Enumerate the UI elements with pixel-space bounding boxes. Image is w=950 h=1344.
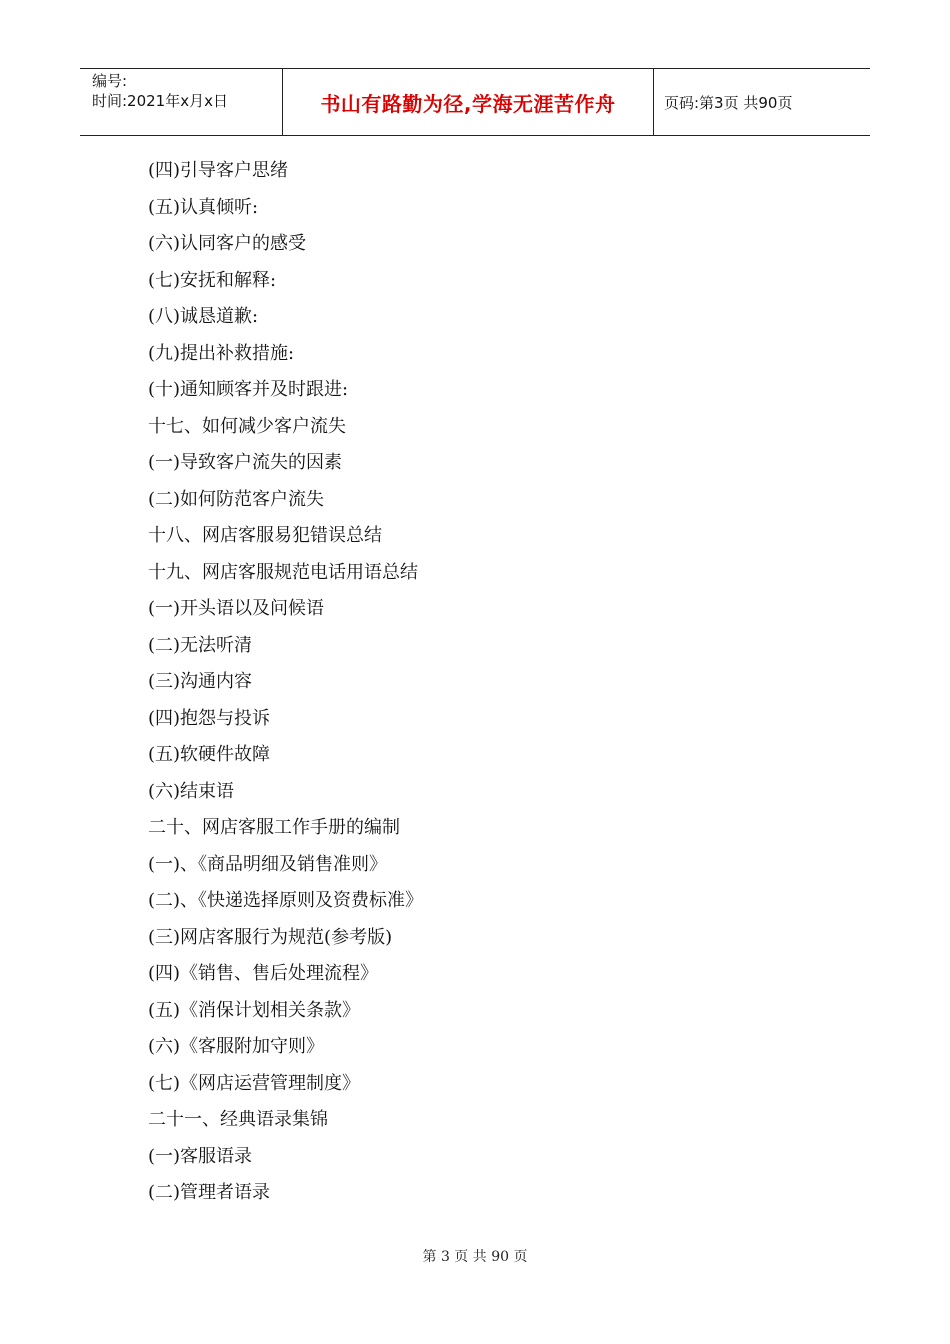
- page-header: [80, 68, 870, 136]
- toc-item: (十)通知顾客并及时跟进:: [148, 379, 349, 400]
- toc-item: 十八、网店客服易犯错误总结: [148, 525, 382, 546]
- toc-item: (六)结束语: [148, 780, 235, 802]
- toc-item: (四)《销售、售后处理流程》: [148, 963, 379, 984]
- document-number-label: 编号:: [92, 72, 128, 90]
- toc-item: (四)引导客户思绪: [148, 160, 289, 181]
- toc-item: (五)软硬件故障: [148, 744, 271, 765]
- page-footer: 第 3 页 共 90 页: [422, 1249, 528, 1265]
- toc-item: 十九、网店客服规范电话用语总结: [148, 561, 418, 583]
- toc-item: (一)开头语以及问候语: [148, 598, 325, 619]
- toc-item: (八)诚恳道歉:: [148, 306, 259, 327]
- toc-item: (五)《消保计划相关条款》: [148, 999, 361, 1021]
- document-time-label: 时间:2021年x月x日: [92, 92, 228, 110]
- header-motto: 书山有路勤为径,学海无涯苦作舟: [282, 69, 654, 135]
- toc-item: (二)管理者语录: [148, 1182, 271, 1203]
- toc-item: (一)客服语录: [148, 1145, 253, 1167]
- toc-item: (七)安抚和解释:: [148, 269, 277, 291]
- toc-item: (六)认同客户的感受: [148, 233, 307, 254]
- toc-item: (二)、《快递选择原则及资费标准》: [148, 890, 424, 911]
- toc-item: (二)如何防范客户流失: [148, 488, 325, 510]
- toc-item: 二十一、经典语录集锦: [148, 1109, 328, 1130]
- toc-item: (六)《客服附加守则》: [148, 1036, 325, 1057]
- toc-item: (一)导致客户流失的因素: [148, 452, 343, 473]
- table-of-contents: [148, 153, 828, 1212]
- header-meta: [80, 69, 282, 135]
- toc-item: (二)无法听清: [148, 634, 253, 656]
- toc-item: (五)认真倾听:: [148, 196, 259, 218]
- toc-item: (七)《网店运营管理制度》: [148, 1072, 361, 1094]
- toc-item: (一)、《商品明细及销售准则》: [148, 853, 388, 875]
- toc-item: 二十、网店客服工作手册的编制: [148, 817, 400, 838]
- toc-item: (九)提出补救措施:: [148, 342, 295, 364]
- toc-item: (三)网店客服行为规范(参考版): [148, 926, 393, 948]
- toc-item: (三)沟通内容: [148, 671, 253, 692]
- header-page-info: 页码:第3页 共90页: [664, 93, 793, 112]
- toc-item: (四)抱怨与投诉: [148, 707, 271, 729]
- toc-item: 十七、如何减少客户流失: [148, 415, 346, 437]
